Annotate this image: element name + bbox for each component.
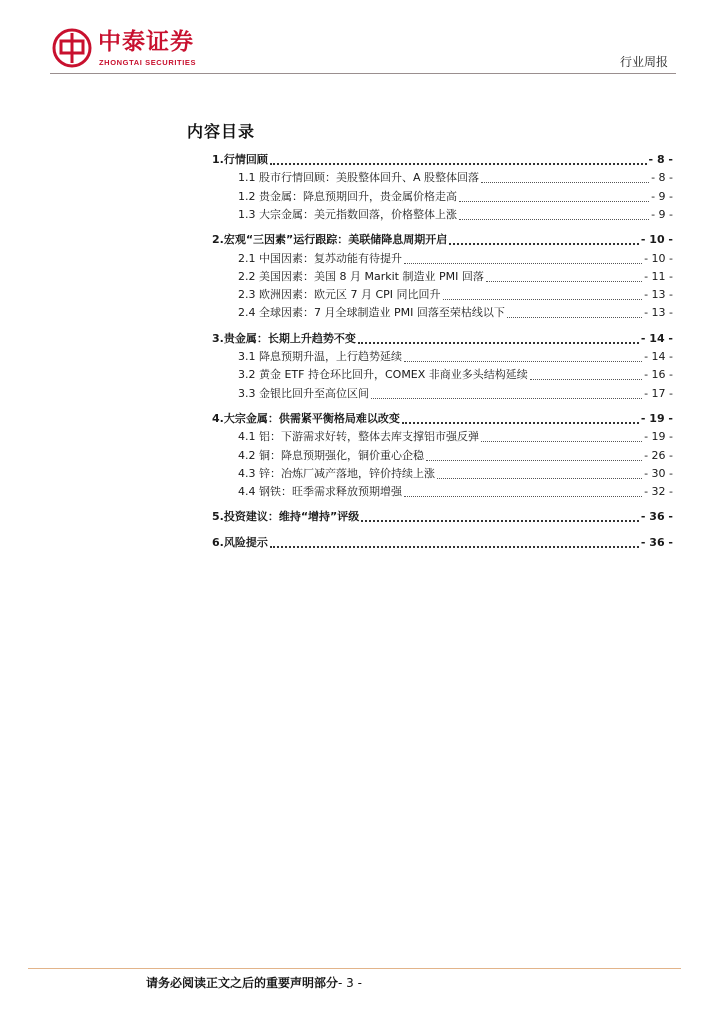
toc-entry-page: - 26 - [644,448,673,462]
toc-entry-page: - 19 - [640,411,673,425]
footer-divider [28,968,681,969]
toc-entry-page: - 36 - [640,535,673,549]
toc-entry-page: - 13 - [644,288,673,302]
toc-entry-page: - 13 - [644,306,673,320]
footer-disclaimer: 请务必阅读正文之后的重要声明部分 [146,976,339,990]
toc-entry[interactable] [212,330,673,348]
toc-leader-dots [530,379,642,380]
toc-entry[interactable] [238,188,673,206]
toc-entry[interactable] [238,169,673,187]
toc-entry-label: 1.1 股市行情回顾：美股整体回升、A 股整体回落 [238,171,480,185]
header-divider [50,73,676,74]
toc-entry-label: 2.宏观“三因素”运行跟踪：美联储降息周期开启 [212,233,448,247]
toc-leader-dots [371,398,642,399]
toc-entry[interactable] [238,268,673,286]
brand-name-cn: 中泰证券 [98,29,194,55]
toc-entry-label: 3.2 黄金 ETF 持仓环比回升，COMEX 非商业多头结构延续 [238,368,528,382]
toc-entry-page: - 19 - [644,430,673,444]
toc-entry-label: 6.风险提示 [212,535,268,549]
toc-entry[interactable] [212,534,673,552]
toc-entry-page: - 30 - [644,466,673,480]
toc-entry-page: - 9 - [651,207,673,221]
toc-entry-page: - 10 - [644,251,673,265]
toc-entry-label: 2.3 欧洲因素：欧元区 7 月 CPI 同比回升 [238,288,441,302]
toc-leader-dots [481,441,642,442]
toc-entry[interactable] [238,428,673,446]
toc-leader-dots [481,182,649,183]
toc-leader-dots [459,219,649,220]
toc-entry[interactable] [212,410,673,428]
toc-title: 内容目录 [187,122,256,141]
toc-entry-page: - 32 - [644,485,673,499]
toc-entry-label: 2.4 全球因素：7 月全球制造业 PMI 回落至荣枯线以下 [238,306,505,320]
toc-leader-dots [270,546,639,548]
toc-entry-page: - 16 - [644,368,673,382]
toc-leader-dots [459,201,649,202]
toc-entry-label: 3.3 金银比回升至高位区间 [238,386,369,400]
page-header [0,0,724,80]
toc-entry-page: - 14 - [644,350,673,363]
toc-leader-dots [507,317,642,318]
toc-entry[interactable] [238,483,673,501]
toc-leader-dots [404,361,642,362]
toc-entry[interactable] [238,304,673,322]
toc-leader-dots [270,163,647,165]
toc-entry[interactable] [238,286,673,304]
toc-entry[interactable] [238,385,673,403]
zhongtai-logo-icon [52,28,92,68]
toc-entry-label: 4.大宗金属：供需紧平衡格局难以改变 [212,411,400,425]
toc-entry-label: 1.3 大宗金属：美元指数回落，价格整体上涨 [238,207,457,221]
toc-entry-label: 5.投资建议：维持“增持”评级 [212,510,360,524]
toc-entry-label: 3.贵金属：长期上升趋势不变 [212,331,356,345]
toc-leader-dots [486,281,642,282]
toc-leader-dots [449,243,639,245]
brand-name-en: ZHONGTAI SECURITIES [99,58,197,67]
toc-leader-dots [443,299,643,300]
toc-entry-label: 4.2 铜：降息预期强化，铜价重心企稳 [238,448,424,462]
toc-entry-page: - 17 - [644,386,673,400]
toc-entry-label: 2.1 中国因素：复苏动能有待提升 [238,251,402,265]
toc-leader-dots [437,478,642,479]
toc-entry-label: 1.行情回顾 [212,153,268,166]
toc-entry-label: 2.2 美国因素：美国 8 月 Markit 制造业 PMI 回落 [238,269,484,283]
toc-leader-dots [361,520,639,522]
toc-entry-label: 3.1 降息预期升温，上行趋势延续 [238,350,402,363]
toc-entry[interactable] [212,508,673,526]
toc-entry-page: - 8 - [648,153,673,166]
toc-entry-label: 1.2 贵金属：降息预期回升，贵金属价格走高 [238,189,457,203]
toc-leader-dots [404,263,642,264]
toc-leader-dots [426,460,642,461]
toc-entry-label: 4.4 钢铁：旺季需求释放预期增强 [238,485,402,499]
toc-entry-label: 4.3 锌：冶炼厂减产落地，锌价持续上涨 [238,466,435,480]
toc-entry-label: 4.1 铝：下游需求好转，整体去库支撑铝市强反弹 [238,430,479,444]
page-number: - 3 - [338,976,362,990]
toc-entry-page: - 36 - [640,510,673,524]
toc-entry[interactable] [238,348,673,366]
toc-entry[interactable] [238,447,673,465]
toc-entry-page: - 10 - [640,233,673,247]
toc-entry[interactable] [212,231,673,249]
toc-entry[interactable] [238,206,673,224]
document-type: 行业周报 [619,55,668,69]
toc-entry-page: - 8 - [651,171,673,185]
toc-entry-page: - 11 - [644,269,673,283]
toc-entry-page: - 14 - [640,331,673,345]
toc-entry[interactable] [238,250,673,268]
toc-entry[interactable] [238,465,673,483]
toc-leader-dots [402,422,639,424]
toc-leader-dots [358,342,639,344]
toc-entry[interactable] [212,151,673,169]
toc-entry[interactable] [238,366,673,384]
toc-entry-page: - 9 - [651,189,673,203]
toc-leader-dots [404,496,642,497]
page-footer [146,974,362,991]
